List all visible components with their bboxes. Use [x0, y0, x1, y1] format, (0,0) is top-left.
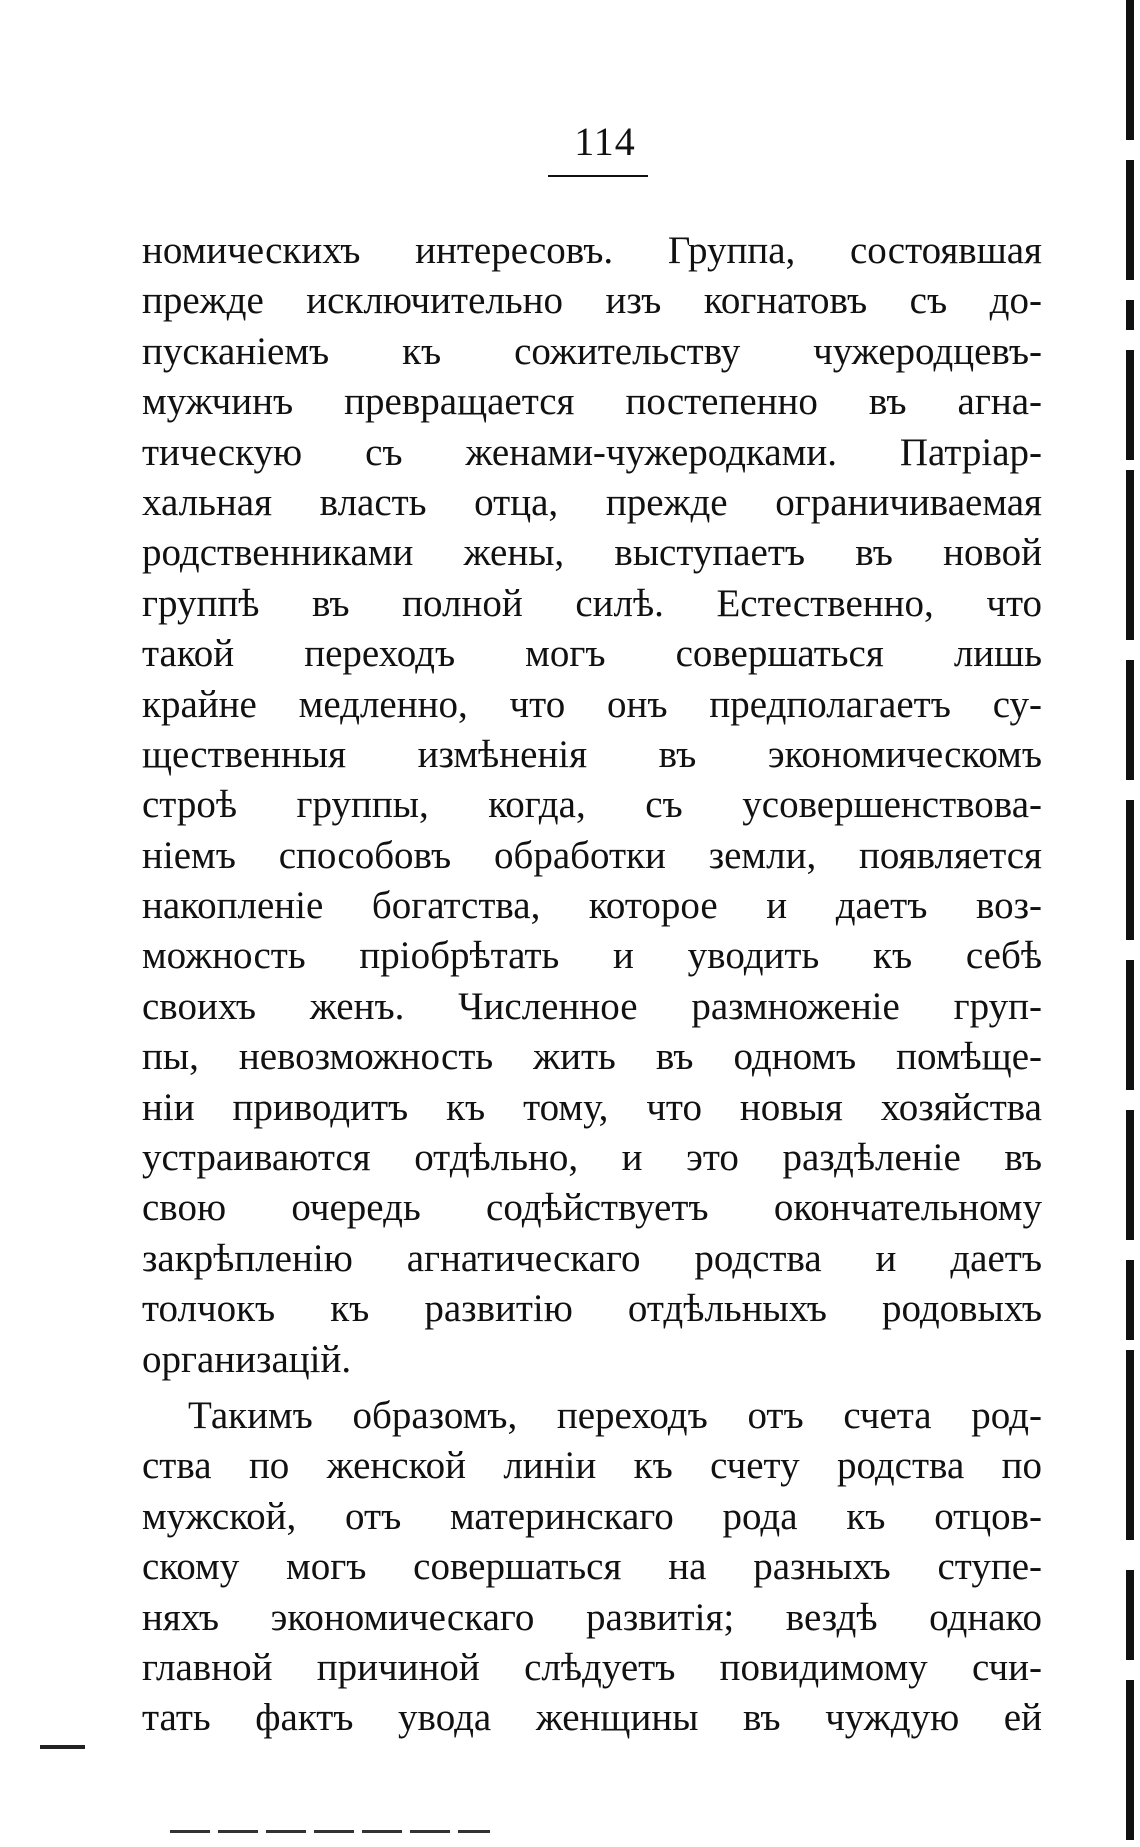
page-edge-segment: [1126, 1680, 1134, 1840]
text-line: ства по женской линіи къ счету родства по: [142, 1444, 1042, 1488]
page-number: 114: [574, 119, 636, 164]
page-edge-segment: [1126, 1110, 1134, 1240]
text-line: ніемъ способовъ обработки земли, появляется: [142, 833, 1042, 877]
page-edge-segment: [1126, 1350, 1134, 1540]
text-line: накопленіе богатства, которое и даетъ воз-: [142, 884, 1042, 928]
page-edge-segment: [1126, 0, 1134, 140]
page-number-rule: [548, 175, 648, 177]
text-line: тическую съ женами-чужеродками. Патріар-: [142, 430, 1042, 474]
text-line: устраиваются отдѣльно, и это раздѣленіе въ: [142, 1136, 1042, 1180]
text-block: [142, 226, 1042, 1744]
page-edge-segment: [1126, 1570, 1134, 1660]
text-line: ніи приводитъ къ тому, что новыя хозяйства: [142, 1085, 1042, 1129]
page-edge-segment: [1126, 300, 1134, 330]
page-edge-segment: [1126, 1260, 1134, 1340]
text-line: тать фактъ увода женщины въ чуждую ей: [142, 1696, 1042, 1740]
text-line: скому могъ совершаться на разныхъ ступе-: [142, 1545, 1042, 1589]
text-line: пусканіемъ къ сожительству чужеродцевъ-: [142, 329, 1042, 373]
page-edge-segment: [1126, 960, 1134, 1090]
text-line: пы, невозможность жить въ одномъ помѣще-: [142, 1035, 1042, 1079]
text-line: закрѣпленію агнатическаго родства и даетъ: [142, 1236, 1042, 1280]
text-line: главной причиной слѣдуетъ повидимому счи-: [142, 1645, 1042, 1689]
text-line: свою очередь содѣйствуетъ окончательному: [142, 1186, 1042, 1230]
right-page-edge: [1110, 0, 1140, 1847]
scan-mark: [40, 1745, 85, 1749]
page-edge-segment: [1126, 800, 1134, 940]
text-line: группѣ въ полной силѣ. Естественно, что: [142, 581, 1042, 625]
text-line: щественныя измѣненія въ экономическомъ: [142, 732, 1042, 776]
text-line: Такимъ образомъ, переходъ отъ счета род-: [188, 1393, 1042, 1437]
paragraph: [142, 226, 1042, 1385]
page-edge-segment: [1126, 350, 1134, 460]
text-line: строѣ группы, когда, съ усовершенствова-: [142, 783, 1042, 827]
page-edge-segment: [1126, 160, 1134, 280]
bottom-scan-rule: [170, 1830, 490, 1833]
paragraph: [142, 1391, 1042, 1744]
page-edge-segment: [1126, 660, 1134, 780]
text-line: мужской, отъ материнскаго рода къ отцов-: [142, 1494, 1042, 1538]
text-line: хальная власть отца, прежде ограничиваемая: [142, 480, 1042, 524]
text-line: можность пріобрѣтать и уводить къ себѣ: [142, 934, 1042, 978]
text-line: толчокъ къ развитію отдѣльныхъ родовыхъ: [142, 1287, 1042, 1331]
text-line: организацій.: [142, 1337, 352, 1381]
text-line: мужчинъ превращается постепенно въ агна-: [142, 380, 1042, 424]
text-line: своихъ женъ. Численное размноженіе груп-: [142, 984, 1042, 1028]
text-line: такой переходъ могъ совершаться лишь: [142, 632, 1042, 676]
text-line: прежде исключительно изъ когнатовъ съ до-: [142, 279, 1042, 323]
text-line: крайне медленно, что онъ предполагаетъ су-: [142, 682, 1042, 726]
text-line: родственниками жены, выступаетъ въ новой: [142, 531, 1042, 575]
text-line: номическихъ интересовъ. Группа, состоявшая: [142, 229, 1042, 272]
page-edge-segment: [1126, 470, 1134, 640]
text-line: няхъ экономическаго развитія; вездѣ однако: [142, 1595, 1042, 1639]
